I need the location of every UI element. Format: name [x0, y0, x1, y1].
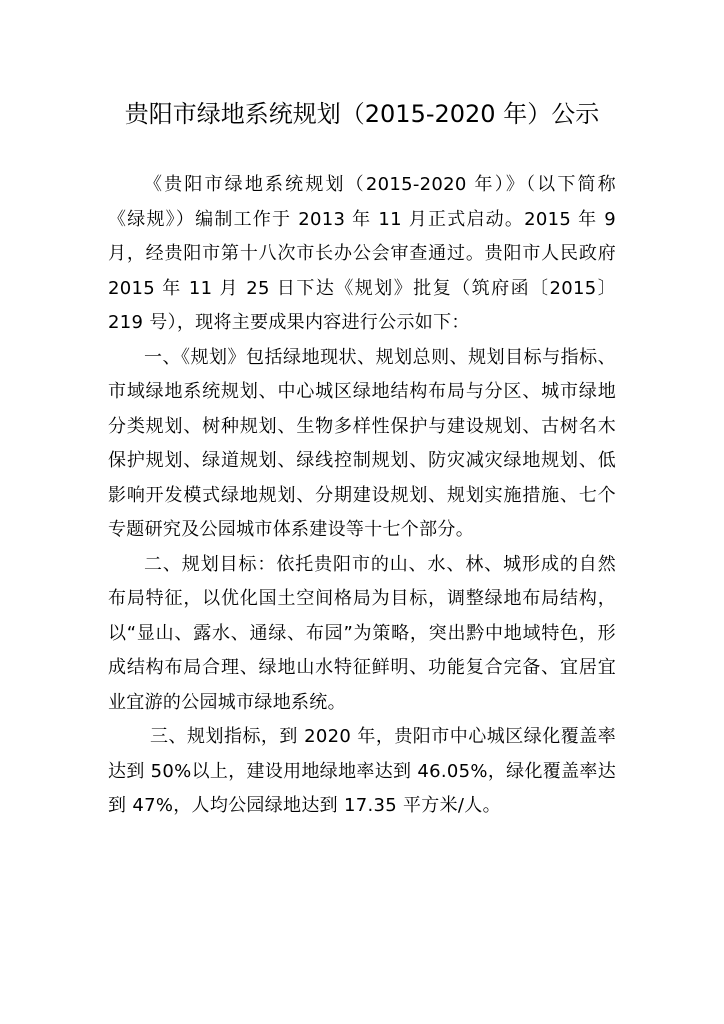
document-page: [108, 92, 616, 824]
paragraph-indicators: 三、规划指标，到 2020 年，贵阳市中心城区绿化覆盖率达到 50%以上，建设用地绿地率达到 46.05%，绿化覆盖率达到 47%，人均公园绿地达到 17.35 平方米/人。: [108, 726, 616, 816]
document-title: 贵阳市绿地系统规划（2015-2020 年）公示: [124, 100, 600, 128]
paragraph-goals: 二、规划目标：依托贵阳市的山、水、林、城形成的自然布局特征，以优化国土空间格局为目标，调整绿地布局结构，以“显山、露水、通绿、布园”为策略，突出黔中地域特色，形成结构布局合理、绿地山水特征鲜明、功能复合完备、宜居宜业宜游的公园城市绿地系统。: [108, 553, 616, 713]
document-body: [108, 168, 616, 824]
paragraph-intro: 《贵阳市绿地系统规划（2015-2020 年）》（以下简称《绿规》）编制工作于 2013 年 11 月正式启动。2015 年 9 月，经贵阳市第十八次市长办公会审查通过。贵阳市人民政府 2015 年 11 月 25 日下达《规划》批复（筑府函〔2015〕219 号），现将主要成果内容进行公示如下：: [108, 174, 616, 333]
paragraph-contents: 一、《规划》包括绿地现状、规划总则、规划目标与指标、市域绿地系统规划、中心城区绿地结构布局与分区、城市绿地分类规划、树种规划、生物多样性保护与建设规划、古树名木保护规划、绿道规划、绿线控制规划、防灾减灾绿地规划、低影响开发模式绿地规划、分期建设规划、规划实施措施、七个专题研究及公园城市体系建设等十七个部分。: [108, 346, 616, 540]
